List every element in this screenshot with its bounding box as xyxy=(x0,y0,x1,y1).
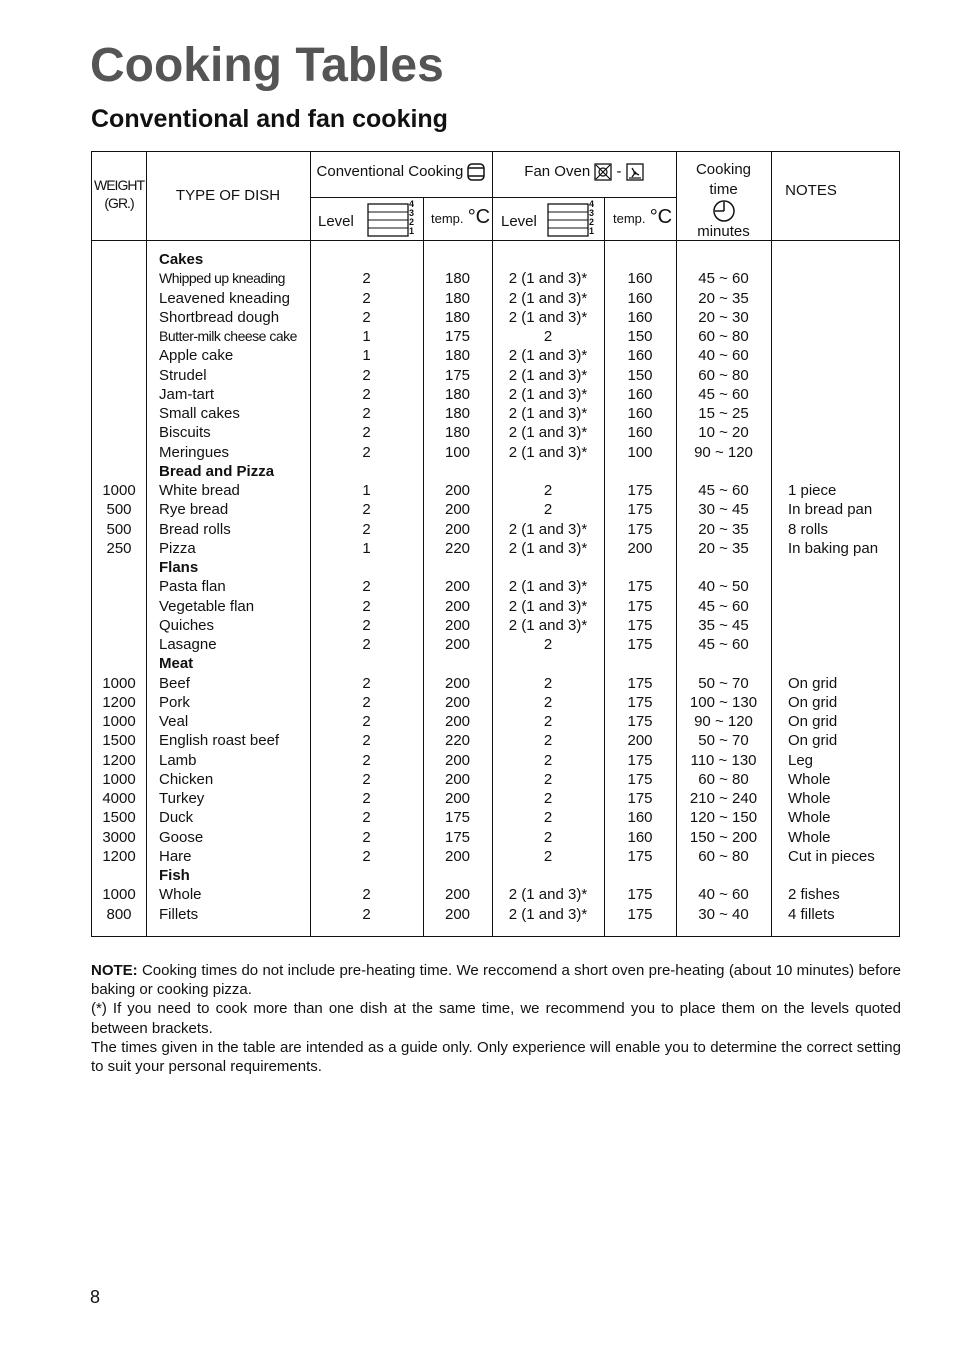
time-cell: 50 ~ 70 xyxy=(698,674,749,692)
conv-temp-cell: 200 xyxy=(444,674,471,692)
conv-temp-cell: 175 xyxy=(444,328,471,345)
type-header: TYPE OF DISH xyxy=(175,187,281,204)
time-cell: 50 ~ 70 xyxy=(698,732,749,750)
fan-temp-cell: 160 xyxy=(627,270,653,288)
time-cell: 20 ~ 35 xyxy=(698,520,749,538)
dish-cell: Turkey xyxy=(159,790,205,807)
conv-temp-cell: 220 xyxy=(444,539,471,557)
conv-temp-cell: 200 xyxy=(444,597,471,615)
conv-level-cell: 2 xyxy=(362,520,371,538)
dish-cell: Cakes xyxy=(159,251,204,268)
conv-temp-cell: 200 xyxy=(444,905,471,923)
dish-cell: Duck xyxy=(159,809,194,827)
weight-cell: 1000 xyxy=(102,482,136,499)
dish-cell: Vegetable flan xyxy=(159,597,255,615)
fan-level-cell: 2 (1 and 3)* xyxy=(508,578,588,596)
conventional-oven-icon xyxy=(467,163,485,181)
time-cell: 60 ~ 80 xyxy=(698,366,749,384)
fan-temp-cell: 200 xyxy=(627,732,653,750)
dish-cell: Meat xyxy=(159,655,194,673)
notes-cell: 4 fillets xyxy=(788,905,835,923)
note-paragraph xyxy=(91,961,901,999)
conv-level-label: Level xyxy=(318,213,354,230)
conv-temp-header xyxy=(431,208,490,228)
weight-cell: 1000 xyxy=(102,886,136,904)
fan-level-cell: 2 (1 and 3)* xyxy=(508,270,588,288)
fan-grill-icon xyxy=(594,163,612,181)
fan-level-cell: 2 (1 and 3)* xyxy=(508,405,588,422)
time-cell: 90 ~ 120 xyxy=(694,443,753,461)
dish-cell: Biscuits xyxy=(159,424,211,442)
dish-cell: Quiches xyxy=(159,616,215,634)
time-cell: 20 ~ 35 xyxy=(698,289,749,307)
fan-level-cell: 2 (1 and 3)* xyxy=(508,289,588,307)
fan-temp-cell: 175 xyxy=(627,482,653,499)
minutes-label: minutes xyxy=(697,223,750,240)
conv-level-cell: 2 xyxy=(362,385,371,403)
time-cell: 20 ~ 30 xyxy=(698,308,749,326)
fan-level-cell: 2 (1 and 3)* xyxy=(508,539,588,557)
fan-level-cell: 2 xyxy=(543,674,553,692)
fan-level-cell: 2 (1 and 3)* xyxy=(508,520,588,538)
dish-cell: Strudel xyxy=(159,366,207,384)
fan-level-cell: 2 (1 and 3)* xyxy=(508,443,588,461)
time-cell: 120 ~ 150 xyxy=(689,809,758,827)
conv-temp-cell: 200 xyxy=(444,847,471,865)
weight-unit: (GR.) xyxy=(104,195,134,211)
notes-cell: In bread pan xyxy=(788,501,873,519)
dish-cell: Hare xyxy=(159,847,192,865)
dish-cell: Apple cake xyxy=(159,347,234,365)
fan-level-3: 3 xyxy=(589,208,595,218)
time-cell: 60 ~ 80 xyxy=(698,328,749,345)
dish-cell: Pork xyxy=(159,693,190,711)
notes-cell: On grid xyxy=(788,693,838,711)
asterisk-paragraph: (*) If you need to cook more than one dish at the same time, we recommend you to place them on the levels quoted between brackets. xyxy=(91,1000,901,1037)
fan-temp-cell: 175 xyxy=(627,578,653,596)
cooking-table xyxy=(91,151,900,937)
fan-level-cell: 2 (1 and 3)* xyxy=(508,597,588,615)
conv-temp-cell: 180 xyxy=(444,347,471,365)
conv-level-cell: 2 xyxy=(362,674,371,692)
fan-temp-cell: 175 xyxy=(627,847,653,865)
conv-temp-cell: 200 xyxy=(444,520,471,538)
conv-level-cell: 2 xyxy=(362,809,371,827)
conv-level-cell: 1 xyxy=(362,482,371,499)
fan-level-cell: 2 xyxy=(543,732,553,750)
cooking-label: Cooking xyxy=(695,161,752,178)
conv-level-numbers xyxy=(409,200,414,236)
time-cell: 150 ~ 200 xyxy=(689,828,758,846)
dish-cell: Leavened kneading xyxy=(159,289,290,307)
conv-level-cell: 2 xyxy=(362,693,371,711)
fan-temp-cell: 160 xyxy=(627,828,653,846)
conv-level-cell: 1 xyxy=(362,539,371,557)
conventional-label: Conventional Cooking xyxy=(316,163,464,180)
fan-level-cell: 2 xyxy=(543,328,553,345)
fan-level-cell: 2 (1 and 3)* xyxy=(508,366,588,384)
time-cell: 60 ~ 80 xyxy=(698,770,749,788)
notes-cell: Whole xyxy=(788,770,831,788)
fan-level-cell: 2 xyxy=(543,482,553,499)
conv-level-2: 2 xyxy=(409,217,415,227)
weight-cell: 500 xyxy=(106,520,132,538)
conv-temp-cell: 175 xyxy=(444,809,471,827)
time-cell: 40 ~ 50 xyxy=(698,578,749,596)
weight-cell: 1200 xyxy=(102,693,136,711)
conv-temp-cell: 220 xyxy=(444,732,471,750)
conv-temp-cell: 175 xyxy=(444,828,471,846)
fan-level-cell: 2 (1 and 3)* xyxy=(508,616,588,634)
dish-cell: Pasta flan xyxy=(159,578,226,596)
fan-temp-cell: 175 xyxy=(627,636,653,653)
conv-level-cell: 2 xyxy=(362,270,371,288)
fan-temp-cell: 175 xyxy=(627,520,653,538)
dish-cell: Jam-tart xyxy=(159,385,215,403)
conv-level-icon xyxy=(367,199,417,243)
conv-temp-cell: 200 xyxy=(444,770,471,788)
weight-cell: 250 xyxy=(106,539,132,557)
fan-temp-cell: 175 xyxy=(627,674,653,692)
conv-level-cell: 2 xyxy=(362,828,371,846)
conv-level-cell: 2 xyxy=(362,732,371,750)
dish-cell: Shortbread dough xyxy=(159,308,280,326)
conv-temp-cell: 100 xyxy=(444,443,471,461)
conv-level-cell: 1 xyxy=(362,328,371,345)
guide-paragraph: The times given in the table are intended as a guide only. Only experience will enable you to determine the correct setting to suit your personal requirements. xyxy=(91,1038,901,1076)
fan-temp-cell: 175 xyxy=(627,886,653,904)
conv-level-cell: 2 xyxy=(362,847,371,865)
fan-temp-cell: 175 xyxy=(627,905,653,923)
conv-temp-cell: 200 xyxy=(444,713,471,730)
fan-level-cell: 2 xyxy=(543,713,553,730)
fan-level-cell: 2 (1 and 3)* xyxy=(508,886,588,904)
dish-cell: White bread xyxy=(159,482,240,499)
time-cell: 100 ~ 130 xyxy=(689,693,758,711)
dish-cell: Flans xyxy=(159,559,199,576)
fan-level-cell: 2 (1 and 3)* xyxy=(508,424,588,442)
fan-label: Fan Oven xyxy=(524,163,591,180)
fan-level-1: 1 xyxy=(589,226,595,236)
conv-level-cell: 2 xyxy=(362,501,371,519)
fan-level-cell: 2 xyxy=(543,847,553,865)
fan-temp-cell: 175 xyxy=(627,770,653,788)
conv-temp-cell: 200 xyxy=(444,578,471,596)
dish-cell: Beef xyxy=(159,674,190,692)
fan-level-cell: 2 xyxy=(543,693,553,711)
fan-temp-cell: 175 xyxy=(627,790,653,807)
conv-level-cell: 2 xyxy=(362,289,371,307)
clock-icon xyxy=(712,200,736,222)
time-cell: 35 ~ 45 xyxy=(698,616,749,634)
page-number: 8 xyxy=(90,1287,101,1307)
weight-cell: 500 xyxy=(106,501,132,519)
fan-temp-cell: 100 xyxy=(627,443,653,461)
conv-temp-cell: 175 xyxy=(444,366,471,384)
conv-level-cell: 2 xyxy=(362,790,371,807)
dish-cell: Butter-milk cheese cake xyxy=(159,328,297,344)
time-cell: 20 ~ 35 xyxy=(698,539,749,557)
fan-temp-cell: 175 xyxy=(627,693,653,711)
weight-header xyxy=(92,176,146,212)
time-cell: 45 ~ 60 xyxy=(698,482,749,499)
dish-cell: Whole xyxy=(159,886,202,904)
weight-cell: 1200 xyxy=(102,751,136,769)
fan-level-2: 2 xyxy=(589,217,595,227)
conv-temp-cell: 200 xyxy=(444,751,471,769)
notes-cell: Leg xyxy=(788,751,814,769)
conv-temp-cell: 200 xyxy=(444,790,471,807)
notes-cell: 2 fishes xyxy=(788,886,840,904)
fan-temp-cell: 160 xyxy=(627,424,653,442)
conv-temp-cell: 200 xyxy=(444,636,471,653)
section-subtitle: Conventional and fan cooking xyxy=(91,105,448,133)
dish-cell: Goose xyxy=(159,828,204,846)
conv-level-3: 3 xyxy=(409,208,415,218)
notes-cell: 1 piece xyxy=(788,482,837,499)
weight-cell: 1000 xyxy=(102,674,136,692)
time-cell: 10 ~ 20 xyxy=(698,424,749,442)
conv-temp-cell: 180 xyxy=(444,289,471,307)
conv-level-cell: 2 xyxy=(362,616,371,634)
fan-temp-cell: 160 xyxy=(627,405,653,422)
conv-level-cell: 2 xyxy=(362,636,371,653)
weight-cell: 1000 xyxy=(102,770,136,788)
fan-level-cell: 2 xyxy=(543,790,553,807)
notes-cell: On grid xyxy=(788,713,838,730)
conv-level-cell: 2 xyxy=(362,597,371,615)
conv-temp-cell: 180 xyxy=(444,308,471,326)
fan-level-cell: 2 xyxy=(543,770,553,788)
time-cell: 210 ~ 240 xyxy=(689,790,758,807)
conv-temp-cell: 200 xyxy=(444,886,471,904)
fan-level-cell: 2 xyxy=(543,636,553,653)
weight-cell: 1500 xyxy=(102,809,136,827)
time-cell: 45 ~ 60 xyxy=(698,270,749,288)
fan-temp-cell: 175 xyxy=(627,501,653,519)
notes-cell: On grid xyxy=(788,732,838,750)
fan-temp-cell: 150 xyxy=(627,366,653,384)
fan-level-cell: 2 xyxy=(543,809,553,827)
fan-icon xyxy=(626,163,644,181)
conv-level-cell: 2 xyxy=(362,405,371,422)
time-label: time xyxy=(709,181,738,198)
fan-temp-cell: 175 xyxy=(627,751,653,769)
conv-degc-label: °C xyxy=(467,206,491,228)
fan-level-4: 4 xyxy=(589,199,595,209)
notes-cell: Whole xyxy=(788,790,831,807)
time-cell: 40 ~ 60 xyxy=(698,886,749,904)
dish-cell: Chicken xyxy=(159,770,214,788)
fan-temp-cell: 175 xyxy=(627,597,653,615)
fan-temp-header xyxy=(613,208,672,228)
page-title: Cooking Tables xyxy=(90,39,444,92)
fan-level-cell: 2 (1 and 3)* xyxy=(508,308,588,326)
time-cell: 15 ~ 25 xyxy=(698,405,749,422)
conv-temp-label: temp. xyxy=(431,211,464,226)
notes-cell: On grid xyxy=(788,674,838,692)
time-cell: 40 ~ 60 xyxy=(698,347,749,365)
conventional-header xyxy=(310,163,492,181)
time-cell: 45 ~ 60 xyxy=(698,636,749,653)
weight-cell: 3000 xyxy=(102,828,136,846)
weight-cell: 1500 xyxy=(102,732,136,750)
time-cell: 45 ~ 60 xyxy=(698,385,749,403)
weight-cell: 800 xyxy=(106,905,132,923)
dish-cell: Small cakes xyxy=(159,405,240,422)
conv-level-cell: 2 xyxy=(362,308,371,326)
fan-dash: - xyxy=(616,163,622,180)
conv-level-cell: 2 xyxy=(362,713,371,730)
conv-level-cell: 2 xyxy=(362,578,371,596)
time-cell: 90 ~ 120 xyxy=(694,713,753,730)
fan-level-cell: 2 (1 and 3)* xyxy=(508,347,588,365)
fan-level-icon xyxy=(547,199,597,243)
conv-temp-cell: 180 xyxy=(444,270,471,288)
fan-level-label: Level xyxy=(501,213,537,230)
time-cell: 30 ~ 40 xyxy=(698,905,749,923)
fan-temp-label: temp. xyxy=(613,211,646,226)
fan-level-cell: 2 xyxy=(543,751,553,769)
notes-cell: Cut in pieces xyxy=(788,847,875,865)
notes-header: NOTES xyxy=(785,182,837,199)
conv-temp-cell: 200 xyxy=(444,501,471,519)
conv-level-cell: 2 xyxy=(362,424,371,442)
dish-cell: Rye bread xyxy=(159,501,229,519)
weight-cell: 4000 xyxy=(102,790,136,807)
conv-level-cell: 1 xyxy=(362,347,371,365)
dish-cell: Bread and Pizza xyxy=(159,462,275,480)
conv-temp-cell: 200 xyxy=(444,693,471,711)
dish-cell: Lasagne xyxy=(159,636,217,653)
cooking-time-header xyxy=(676,160,771,242)
fan-temp-cell: 160 xyxy=(627,347,653,365)
fan-temp-cell: 160 xyxy=(627,289,653,307)
time-cell: 60 ~ 80 xyxy=(698,847,749,865)
dish-cell: Lamb xyxy=(159,751,197,769)
fan-temp-cell: 160 xyxy=(627,809,653,827)
dish-cell: Pizza xyxy=(159,539,196,557)
conv-level-cell: 2 xyxy=(362,886,371,904)
dish-cell: Meringues xyxy=(159,443,230,461)
fan-level-cell: 2 xyxy=(543,828,553,846)
fan-level-cell: 2 xyxy=(543,501,553,519)
conv-level-cell: 2 xyxy=(362,751,371,769)
fan-header xyxy=(492,163,676,181)
time-cell: 45 ~ 60 xyxy=(698,597,749,615)
weight-cell: 1000 xyxy=(102,713,136,730)
fan-temp-cell: 160 xyxy=(627,385,653,403)
notes-section xyxy=(91,961,901,1076)
notes-cell: In baking pan xyxy=(788,539,879,557)
fan-temp-cell: 175 xyxy=(627,713,653,730)
conv-level-cell: 2 xyxy=(362,366,371,384)
time-cell: 110 ~ 130 xyxy=(690,751,757,769)
conv-level-1: 1 xyxy=(409,226,415,236)
notes-cell: Whole xyxy=(788,809,831,827)
conv-level-cell: 2 xyxy=(362,443,371,461)
fan-temp-cell: 150 xyxy=(627,328,653,345)
dish-cell: Whipped up kneading xyxy=(159,270,285,287)
fan-level-numbers xyxy=(589,200,594,236)
weight-cell: 1200 xyxy=(102,847,136,865)
dish-cell: English roast beef xyxy=(159,732,280,750)
conv-level-4: 4 xyxy=(409,199,415,209)
note-text: Cooking times do not include pre-heating time. We reccomend a short oven pre-heating (about 10 minutes) before baking or cooking pizza. xyxy=(91,962,901,999)
notes-cell: 8 rolls xyxy=(788,520,829,538)
dish-cell: Bread rolls xyxy=(159,520,231,538)
fan-temp-cell: 175 xyxy=(627,616,653,634)
dish-cell: Fish xyxy=(159,867,190,884)
time-cell: 30 ~ 45 xyxy=(698,501,749,519)
fan-temp-cell: 200 xyxy=(627,539,653,557)
fan-level-cell: 2 (1 and 3)* xyxy=(508,385,588,403)
dish-cell: Fillets xyxy=(159,905,199,923)
fan-degc-label: °C xyxy=(649,206,673,228)
conv-temp-cell: 200 xyxy=(444,616,471,634)
conv-temp-cell: 200 xyxy=(444,482,471,499)
dish-cell: Veal xyxy=(159,713,189,730)
fan-temp-cell: 160 xyxy=(627,308,653,326)
conv-temp-cell: 180 xyxy=(444,424,471,442)
fan-level-cell: 2 (1 and 3)* xyxy=(508,905,588,923)
conv-temp-cell: 180 xyxy=(444,385,471,403)
note-label: NOTE: xyxy=(91,962,138,979)
conv-level-cell: 2 xyxy=(362,770,371,788)
weight-label: WEIGHT xyxy=(94,177,144,193)
notes-cell: Whole xyxy=(788,828,831,846)
conv-temp-cell: 180 xyxy=(444,405,471,422)
conv-level-cell: 2 xyxy=(362,905,371,923)
